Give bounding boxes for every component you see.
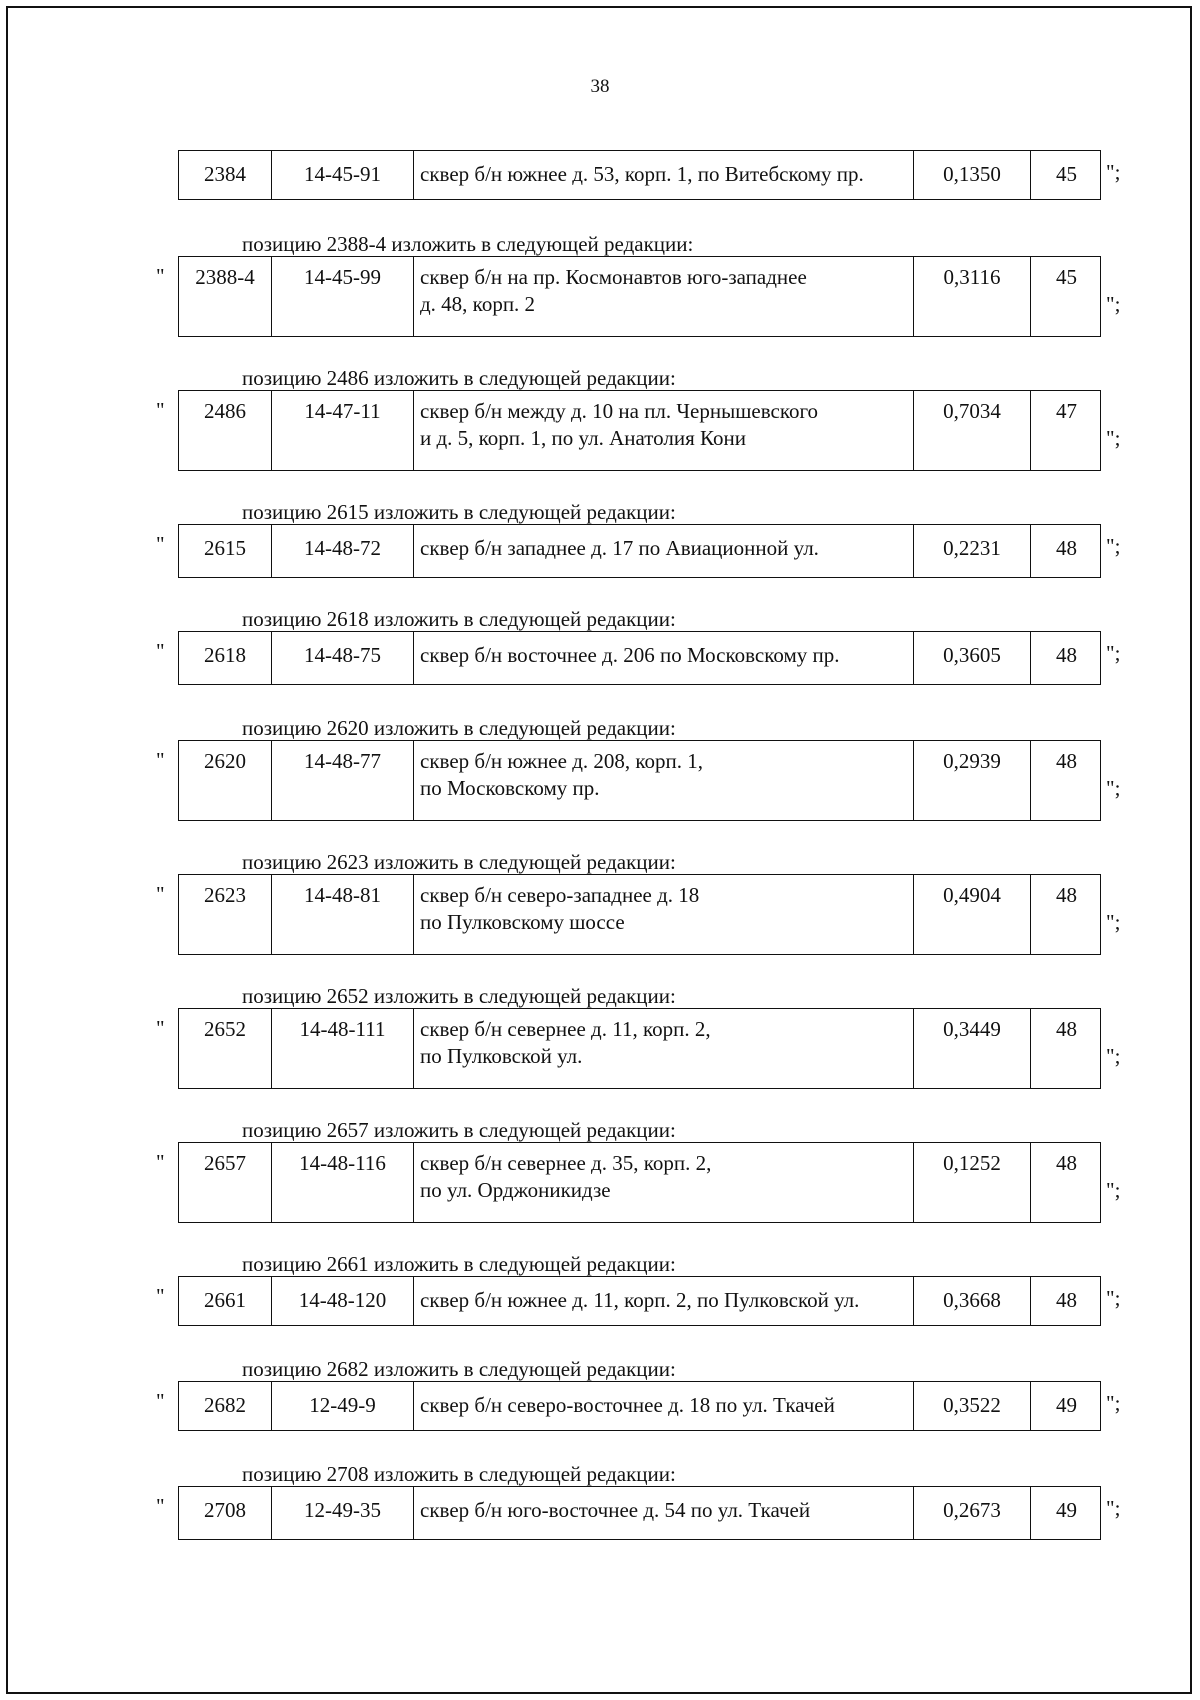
area-value: 0,2939 bbox=[914, 741, 1031, 820]
closing-quote: "; bbox=[1106, 1496, 1121, 1520]
position-number: 2384 bbox=[179, 151, 272, 199]
entry-caption: позицию 2623 изложить в следующей редакции: bbox=[242, 850, 676, 874]
object-description bbox=[414, 525, 914, 577]
table-row bbox=[178, 1008, 1101, 1089]
position-number: 2708 bbox=[179, 1487, 272, 1539]
opening-quote: " bbox=[156, 532, 165, 556]
entry-caption: позицию 2620 изложить в следующей редакции: bbox=[242, 716, 676, 740]
position-number: 2661 bbox=[179, 1277, 272, 1325]
object-description bbox=[414, 257, 914, 336]
description-line: сквер б/н севернее д. 35, корп. 2, bbox=[420, 1151, 712, 1175]
opening-quote: " bbox=[156, 1016, 165, 1040]
object-description bbox=[414, 1487, 914, 1539]
entry-caption: позицию 2661 изложить в следующей редакции: bbox=[242, 1252, 676, 1276]
object-code: 12-49-9 bbox=[272, 1382, 414, 1430]
opening-quote: " bbox=[156, 1150, 165, 1174]
object-code: 14-45-99 bbox=[272, 257, 414, 336]
description-line: по Московскому пр. bbox=[420, 776, 600, 800]
opening-quote: " bbox=[156, 639, 165, 663]
object-code: 14-45-91 bbox=[272, 151, 414, 199]
description-line: сквер б/н северо-западнее д. 18 bbox=[420, 883, 700, 907]
table-row bbox=[178, 256, 1101, 337]
description-line: сквер б/н северо-восточнее д. 18 по ул. Ткачей bbox=[420, 1393, 835, 1417]
object-code: 14-48-116 bbox=[272, 1143, 414, 1222]
object-description bbox=[414, 1277, 914, 1325]
block-number: 49 bbox=[1056, 1498, 1077, 1522]
position-number: 2620 bbox=[179, 741, 272, 820]
opening-quote: " bbox=[156, 882, 165, 906]
area-value: 0,2673 bbox=[914, 1487, 1031, 1539]
block-number: 48 bbox=[1056, 1151, 1077, 1175]
area-value: 0,4904 bbox=[914, 875, 1031, 954]
closing-quote: "; bbox=[1106, 426, 1121, 450]
block-number: 47 bbox=[1056, 399, 1077, 423]
object-description bbox=[414, 875, 914, 954]
description-line: д. 48, корп. 2 bbox=[420, 292, 536, 316]
area-value: 0,1350 bbox=[914, 151, 1031, 199]
description-line: сквер б/н севернее д. 11, корп. 2, bbox=[420, 1017, 711, 1041]
description-line: сквер б/н южнее д. 208, корп. 1, bbox=[420, 749, 704, 773]
entry-caption: позицию 2615 изложить в следующей редакции: bbox=[242, 500, 676, 524]
object-code: 14-47-11 bbox=[272, 391, 414, 470]
description-line: по ул. Орджоникидзе bbox=[420, 1178, 611, 1202]
description-line: сквер б/н на пр. Космонавтов юго-западнее bbox=[420, 265, 807, 289]
opening-quote: " bbox=[156, 1284, 165, 1308]
description-line: сквер б/н восточнее д. 206 по Московскому пр. bbox=[420, 643, 840, 667]
block-number: 48 bbox=[1056, 643, 1077, 667]
page-number: 38 bbox=[590, 76, 610, 97]
description-line: и д. 5, корп. 1, по ул. Анатолия Кони bbox=[420, 426, 746, 450]
opening-quote: " bbox=[156, 1389, 165, 1413]
entry-caption: позицию 2388-4 изложить в следующей редакции: bbox=[242, 232, 694, 256]
description-line: сквер б/н между д. 10 на пл. Чернышевского bbox=[420, 399, 819, 423]
table-row bbox=[178, 1142, 1101, 1223]
closing-quote: "; bbox=[1106, 534, 1121, 558]
closing-quote: "; bbox=[1106, 292, 1121, 316]
area-value: 0,3116 bbox=[914, 257, 1031, 336]
area-value: 0,3522 bbox=[914, 1382, 1031, 1430]
entry-caption: позицию 2652 изложить в следующей редакции: bbox=[242, 984, 676, 1008]
position-number: 2618 bbox=[179, 632, 272, 684]
table-row bbox=[178, 1381, 1101, 1431]
position-number: 2657 bbox=[179, 1143, 272, 1222]
area-value: 0,2231 bbox=[914, 525, 1031, 577]
description-line: сквер б/н юго-восточнее д. 54 по ул. Ткачей bbox=[420, 1498, 811, 1522]
object-description bbox=[414, 391, 914, 470]
object-code: 14-48-81 bbox=[272, 875, 414, 954]
block-number: 48 bbox=[1056, 749, 1077, 773]
closing-quote: "; bbox=[1106, 1391, 1121, 1415]
closing-quote: "; bbox=[1106, 1178, 1121, 1202]
object-code: 14-48-111 bbox=[272, 1009, 414, 1088]
block-number: 45 bbox=[1056, 162, 1077, 186]
entry-caption: позицию 2708 изложить в следующей редакции: bbox=[242, 1462, 676, 1486]
closing-quote: "; bbox=[1106, 1286, 1121, 1310]
area-value: 0,3605 bbox=[914, 632, 1031, 684]
position-number: 2388-4 bbox=[179, 257, 272, 336]
position-number: 2682 bbox=[179, 1382, 272, 1430]
object-description bbox=[414, 632, 914, 684]
object-code: 12-49-35 bbox=[272, 1487, 414, 1539]
closing-quote: "; bbox=[1106, 160, 1121, 184]
table-row bbox=[178, 631, 1101, 685]
entry-caption: позицию 2618 изложить в следующей редакции: bbox=[242, 607, 676, 631]
area-value: 0,1252 bbox=[914, 1143, 1031, 1222]
table-row bbox=[178, 524, 1101, 578]
area-value: 0,3449 bbox=[914, 1009, 1031, 1088]
entry-caption: позицию 2486 изложить в следующей редакции: bbox=[242, 366, 676, 390]
opening-quote: " bbox=[156, 398, 165, 422]
position-number: 2623 bbox=[179, 875, 272, 954]
object-description bbox=[414, 1009, 914, 1088]
closing-quote: "; bbox=[1106, 1044, 1121, 1068]
table-row bbox=[178, 390, 1101, 471]
object-description bbox=[414, 1143, 914, 1222]
closing-quote: "; bbox=[1106, 776, 1121, 800]
table-row bbox=[178, 740, 1101, 821]
table-row bbox=[178, 1486, 1101, 1540]
entry-caption: позицию 2657 изложить в следующей редакции: bbox=[242, 1118, 676, 1142]
table-row bbox=[178, 874, 1101, 955]
object-description bbox=[414, 741, 914, 820]
opening-quote: " bbox=[156, 1494, 165, 1518]
object-description bbox=[414, 1382, 914, 1430]
area-value: 0,7034 bbox=[914, 391, 1031, 470]
block-number: 49 bbox=[1056, 1393, 1077, 1417]
description-line: сквер б/н южнее д. 11, корп. 2, по Пулковской ул. bbox=[420, 1288, 860, 1312]
object-code: 14-48-75 bbox=[272, 632, 414, 684]
opening-quote: " bbox=[156, 264, 165, 288]
object-code: 14-48-72 bbox=[272, 525, 414, 577]
object-code: 14-48-77 bbox=[272, 741, 414, 820]
description-line: по Пулковской ул. bbox=[420, 1044, 583, 1068]
object-description bbox=[414, 151, 914, 199]
closing-quote: "; bbox=[1106, 910, 1121, 934]
closing-quote: "; bbox=[1106, 641, 1121, 665]
description-line: сквер б/н западнее д. 17 по Авиационной ул. bbox=[420, 536, 819, 560]
position-number: 2486 bbox=[179, 391, 272, 470]
description-line: сквер б/н южнее д. 53, корп. 1, по Витебскому пр. bbox=[420, 162, 864, 186]
table-row bbox=[178, 150, 1101, 200]
entry-caption: позицию 2682 изложить в следующей редакции: bbox=[242, 1357, 676, 1381]
block-number: 48 bbox=[1056, 536, 1077, 560]
block-number: 45 bbox=[1056, 265, 1077, 289]
position-number: 2652 bbox=[179, 1009, 272, 1088]
description-line: по Пулковскому шоссе bbox=[420, 910, 625, 934]
table-row bbox=[178, 1276, 1101, 1326]
area-value: 0,3668 bbox=[914, 1277, 1031, 1325]
block-number: 48 bbox=[1056, 1017, 1077, 1041]
object-code: 14-48-120 bbox=[272, 1277, 414, 1325]
opening-quote: " bbox=[156, 748, 165, 772]
block-number: 48 bbox=[1056, 1288, 1077, 1312]
block-number: 48 bbox=[1056, 883, 1077, 907]
position-number: 2615 bbox=[179, 525, 272, 577]
